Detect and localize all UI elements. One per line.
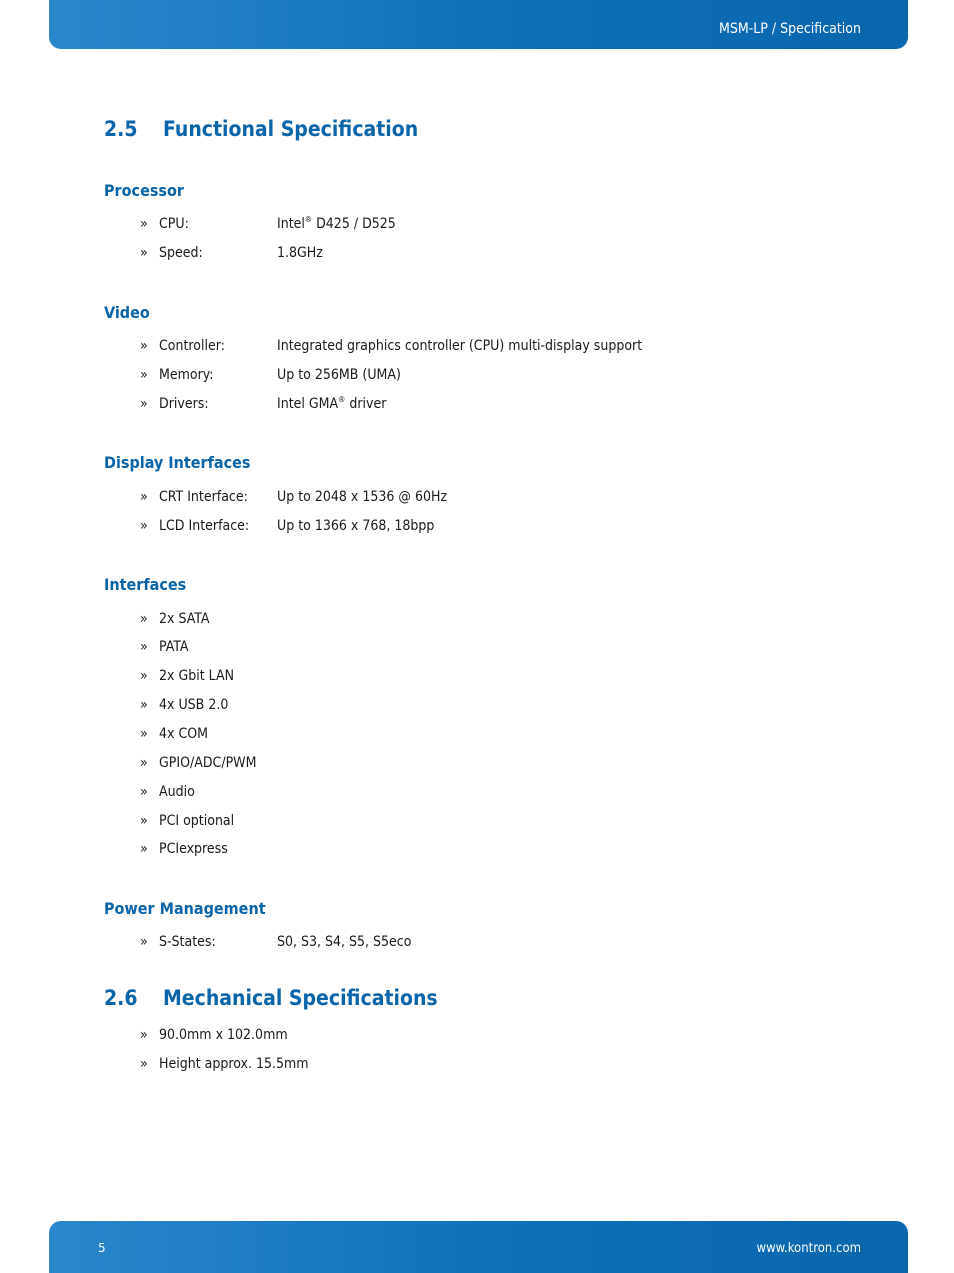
bullet-icon: » xyxy=(140,813,148,829)
registered-mark: ® xyxy=(338,395,346,404)
spec-label: CRT Interface: xyxy=(159,489,248,505)
spec-value: 1.8GHz xyxy=(277,245,323,261)
bullet-icon: » xyxy=(140,726,148,742)
bullet-icon: » xyxy=(140,668,148,684)
bullet-icon: » xyxy=(140,639,148,655)
page-number: 5 xyxy=(98,1241,106,1255)
section-heading-functional-specification xyxy=(104,117,418,141)
bullet-icon: » xyxy=(140,841,148,857)
header-title: MSM-LP / Specification xyxy=(718,21,861,37)
spec-value: Intel GMA® driver xyxy=(277,395,387,412)
registered-mark: ® xyxy=(304,215,313,224)
spec-label: Speed: xyxy=(159,245,203,261)
spec-value: Intel® D425 / D525 xyxy=(277,215,396,232)
spec-label: S-States: xyxy=(159,934,216,950)
section-number: 2.6 xyxy=(104,986,138,1010)
bullet-icon: » xyxy=(140,755,148,771)
list-item-text: PCI optional xyxy=(159,813,235,829)
list-item-text: PATA xyxy=(159,639,189,655)
subheading-video: Video xyxy=(104,303,150,322)
subheading-interfaces: Interfaces xyxy=(104,575,187,594)
bullet-icon: » xyxy=(140,489,148,505)
list-item-text: Audio xyxy=(159,784,195,800)
spec-label: Memory: xyxy=(159,367,214,383)
list-item-text: Height approx. 15.5mm xyxy=(159,1056,309,1072)
bullet-icon: » xyxy=(140,784,148,800)
list-item-text: 4x USB 2.0 xyxy=(159,697,229,713)
spec-label: CPU: xyxy=(159,216,189,232)
list-item-text: 4x COM xyxy=(159,726,209,742)
list-item-text: PCIexpress xyxy=(159,841,228,857)
spec-value: Up to 2048 x 1536 @ 60Hz xyxy=(277,489,448,505)
spec-label: Controller: xyxy=(159,338,225,354)
spec-value: Up to 256MB (UMA) xyxy=(277,367,401,383)
list-item-text: 2x SATA xyxy=(159,611,210,627)
section-title: Mechanical Specifications xyxy=(163,986,438,1010)
section-number: 2.5 xyxy=(104,117,138,141)
list-item-text: 90.0mm x 102.0mm xyxy=(159,1027,288,1043)
bullet-icon: » xyxy=(140,1027,148,1043)
bullet-icon: » xyxy=(140,245,148,261)
list-item-text: 2x Gbit LAN xyxy=(159,668,235,684)
section-heading-mechanical-specifications xyxy=(104,986,438,1010)
spec-value: Integrated graphics controller (CPU) multi-display support xyxy=(277,338,643,354)
bullet-icon: » xyxy=(140,216,148,232)
subheading-power-management: Power Management xyxy=(104,899,266,918)
bullet-icon: » xyxy=(140,697,148,713)
spec-label: LCD Interface: xyxy=(159,518,250,534)
spec-value: Up to 1366 x 768, 18bpp xyxy=(277,518,435,534)
bullet-icon: » xyxy=(140,396,148,412)
spec-label: Drivers: xyxy=(159,396,209,412)
bullet-icon: » xyxy=(140,338,148,354)
list-item-text: GPIO/ADC/PWM xyxy=(159,755,257,771)
subheading-display-interfaces: Display Interfaces xyxy=(104,453,251,472)
footer-url-link[interactable]: www.kontron.com xyxy=(756,1241,861,1256)
spec-value: S0, S3, S4, S5, S5eco xyxy=(277,934,412,950)
bullet-icon: » xyxy=(140,611,148,627)
bullet-icon: » xyxy=(140,1056,148,1072)
page-footer-bar xyxy=(49,1221,908,1273)
page-header-bar xyxy=(49,0,908,49)
bullet-icon: » xyxy=(140,518,148,534)
section-title: Functional Specification xyxy=(163,117,419,141)
bullet-icon: » xyxy=(140,934,148,950)
bullet-icon: » xyxy=(140,367,148,383)
subheading-processor: Processor xyxy=(104,181,184,200)
